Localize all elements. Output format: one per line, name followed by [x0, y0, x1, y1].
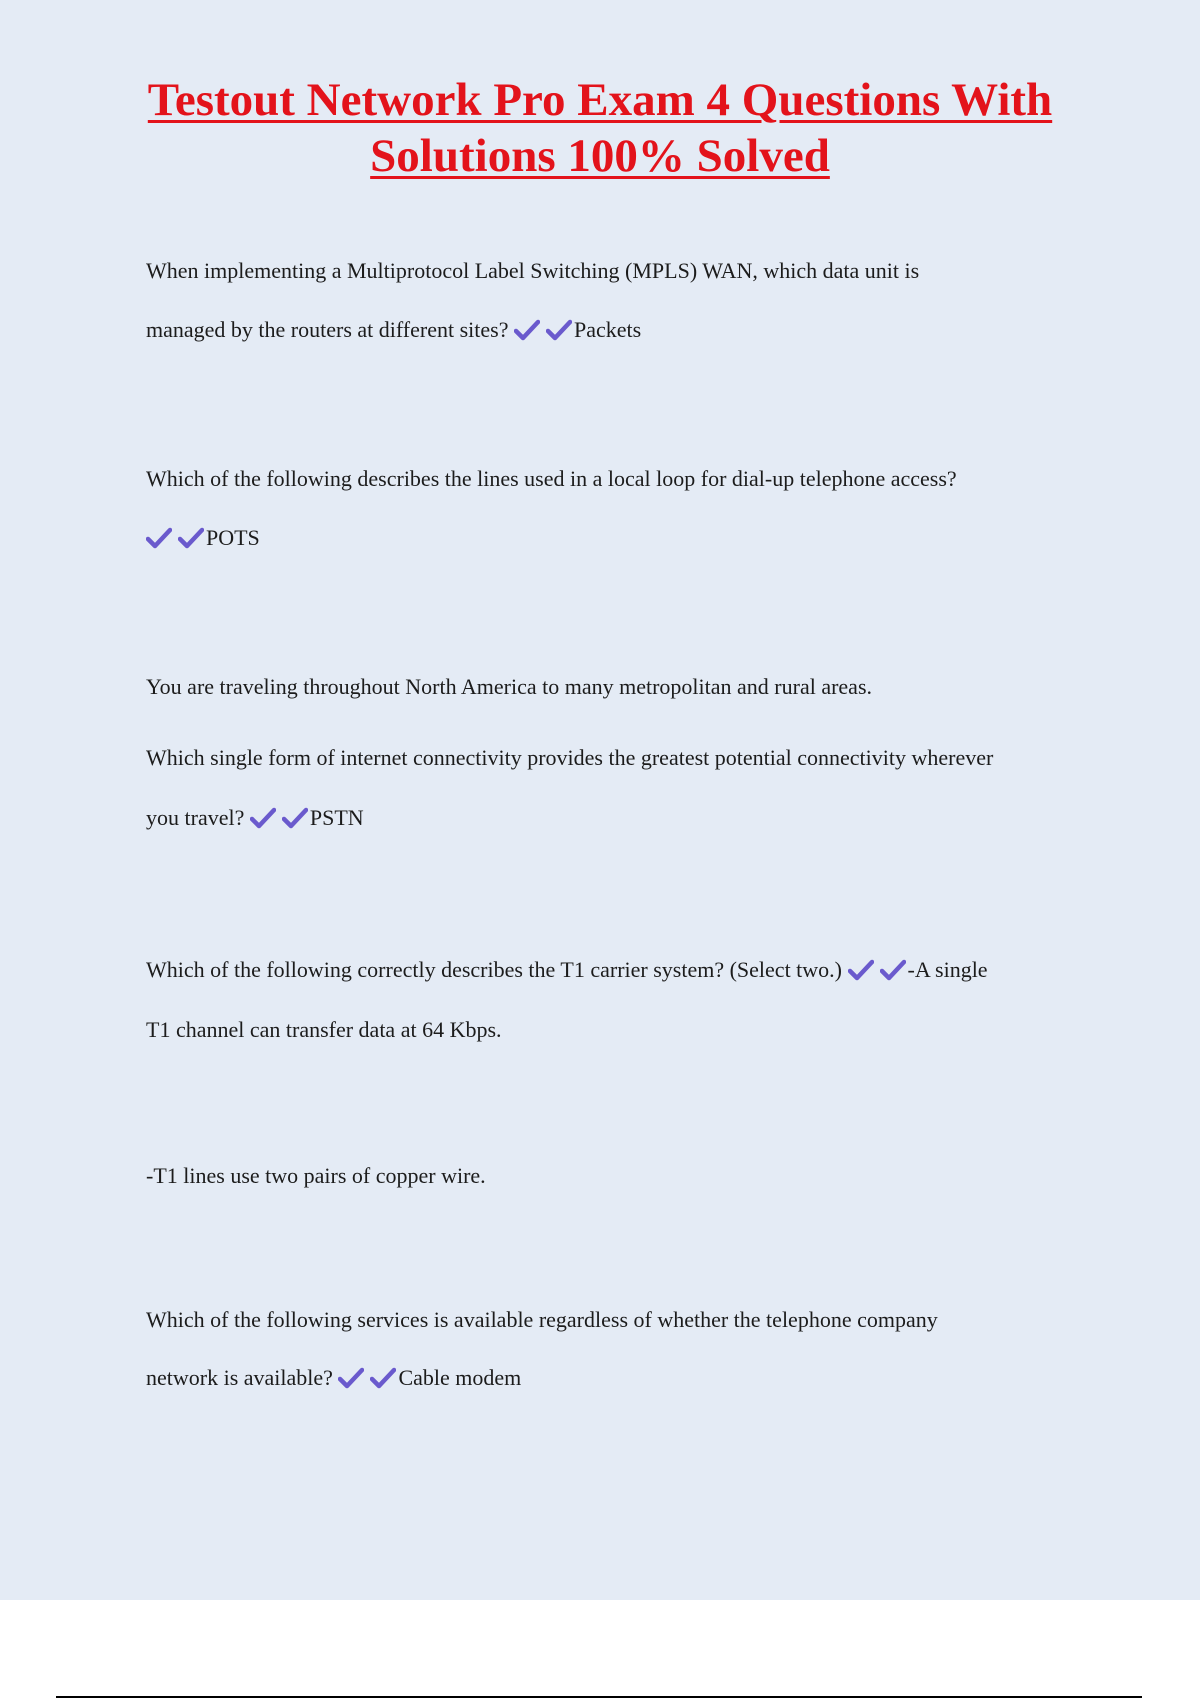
question-4-text: Which of the following correctly describes the T1 carrier system? (Select two.)	[146, 957, 843, 982]
footer-divider	[56, 1696, 1142, 1698]
checkmark-icon	[178, 527, 204, 549]
answer-4-line-3: -T1 lines use two pairs of copper wire.	[146, 1163, 486, 1188]
question-1-line-2	[146, 317, 641, 343]
checkmark-icon	[250, 807, 276, 829]
answer-4-line-2: T1 channel can transfer data at 64 Kbps.	[146, 1017, 502, 1042]
checkmark-icon	[338, 1367, 364, 1389]
checkmark-icon	[848, 959, 874, 981]
document-title	[100, 72, 1100, 184]
checkmark-icon	[146, 527, 172, 549]
question-2-line-1: Which of the following describes the lines used in a local loop for dial-up telephone access?	[146, 466, 957, 491]
checkmark-icon	[546, 319, 572, 341]
question-1-line-1: When implementing a Multiprotocol Label Switching (MPLS) WAN, which data unit is	[146, 258, 920, 283]
question-3-text: you travel?	[146, 805, 245, 830]
checkmark-icon	[282, 807, 308, 829]
question-1-text: managed by the routers at different sites?	[146, 317, 509, 342]
question-4-line-1	[146, 957, 988, 983]
question-5-line-1: Which of the following services is available regardless of whether the telephone company	[146, 1307, 938, 1332]
question-5-text: network is available?	[146, 1365, 333, 1390]
answer-3: PSTN	[309, 805, 364, 830]
question-3-line-2: Which single form of internet connectivity provides the greatest potential connectivity wherever	[146, 745, 994, 770]
checkmark-icon	[880, 959, 906, 981]
title-line-2: Solutions 100% Solved	[370, 130, 830, 182]
answer-2: POTS	[206, 525, 260, 550]
checkmark-icon	[370, 1367, 396, 1389]
question-3-line-3	[146, 805, 364, 831]
answer-5: Cable modem	[398, 1365, 522, 1390]
answer-2-line	[146, 525, 260, 551]
checkmark-icon	[514, 319, 540, 341]
question-3-line-1: You are traveling throughout North America to many metropolitan and rural areas.	[146, 674, 873, 699]
answer-4-part-1: -A single	[907, 957, 988, 982]
title-line-1: Testout Network Pro Exam 4 Questions With	[147, 74, 1053, 126]
answer-1: Packets	[573, 317, 642, 342]
question-5-line-2	[146, 1365, 521, 1391]
